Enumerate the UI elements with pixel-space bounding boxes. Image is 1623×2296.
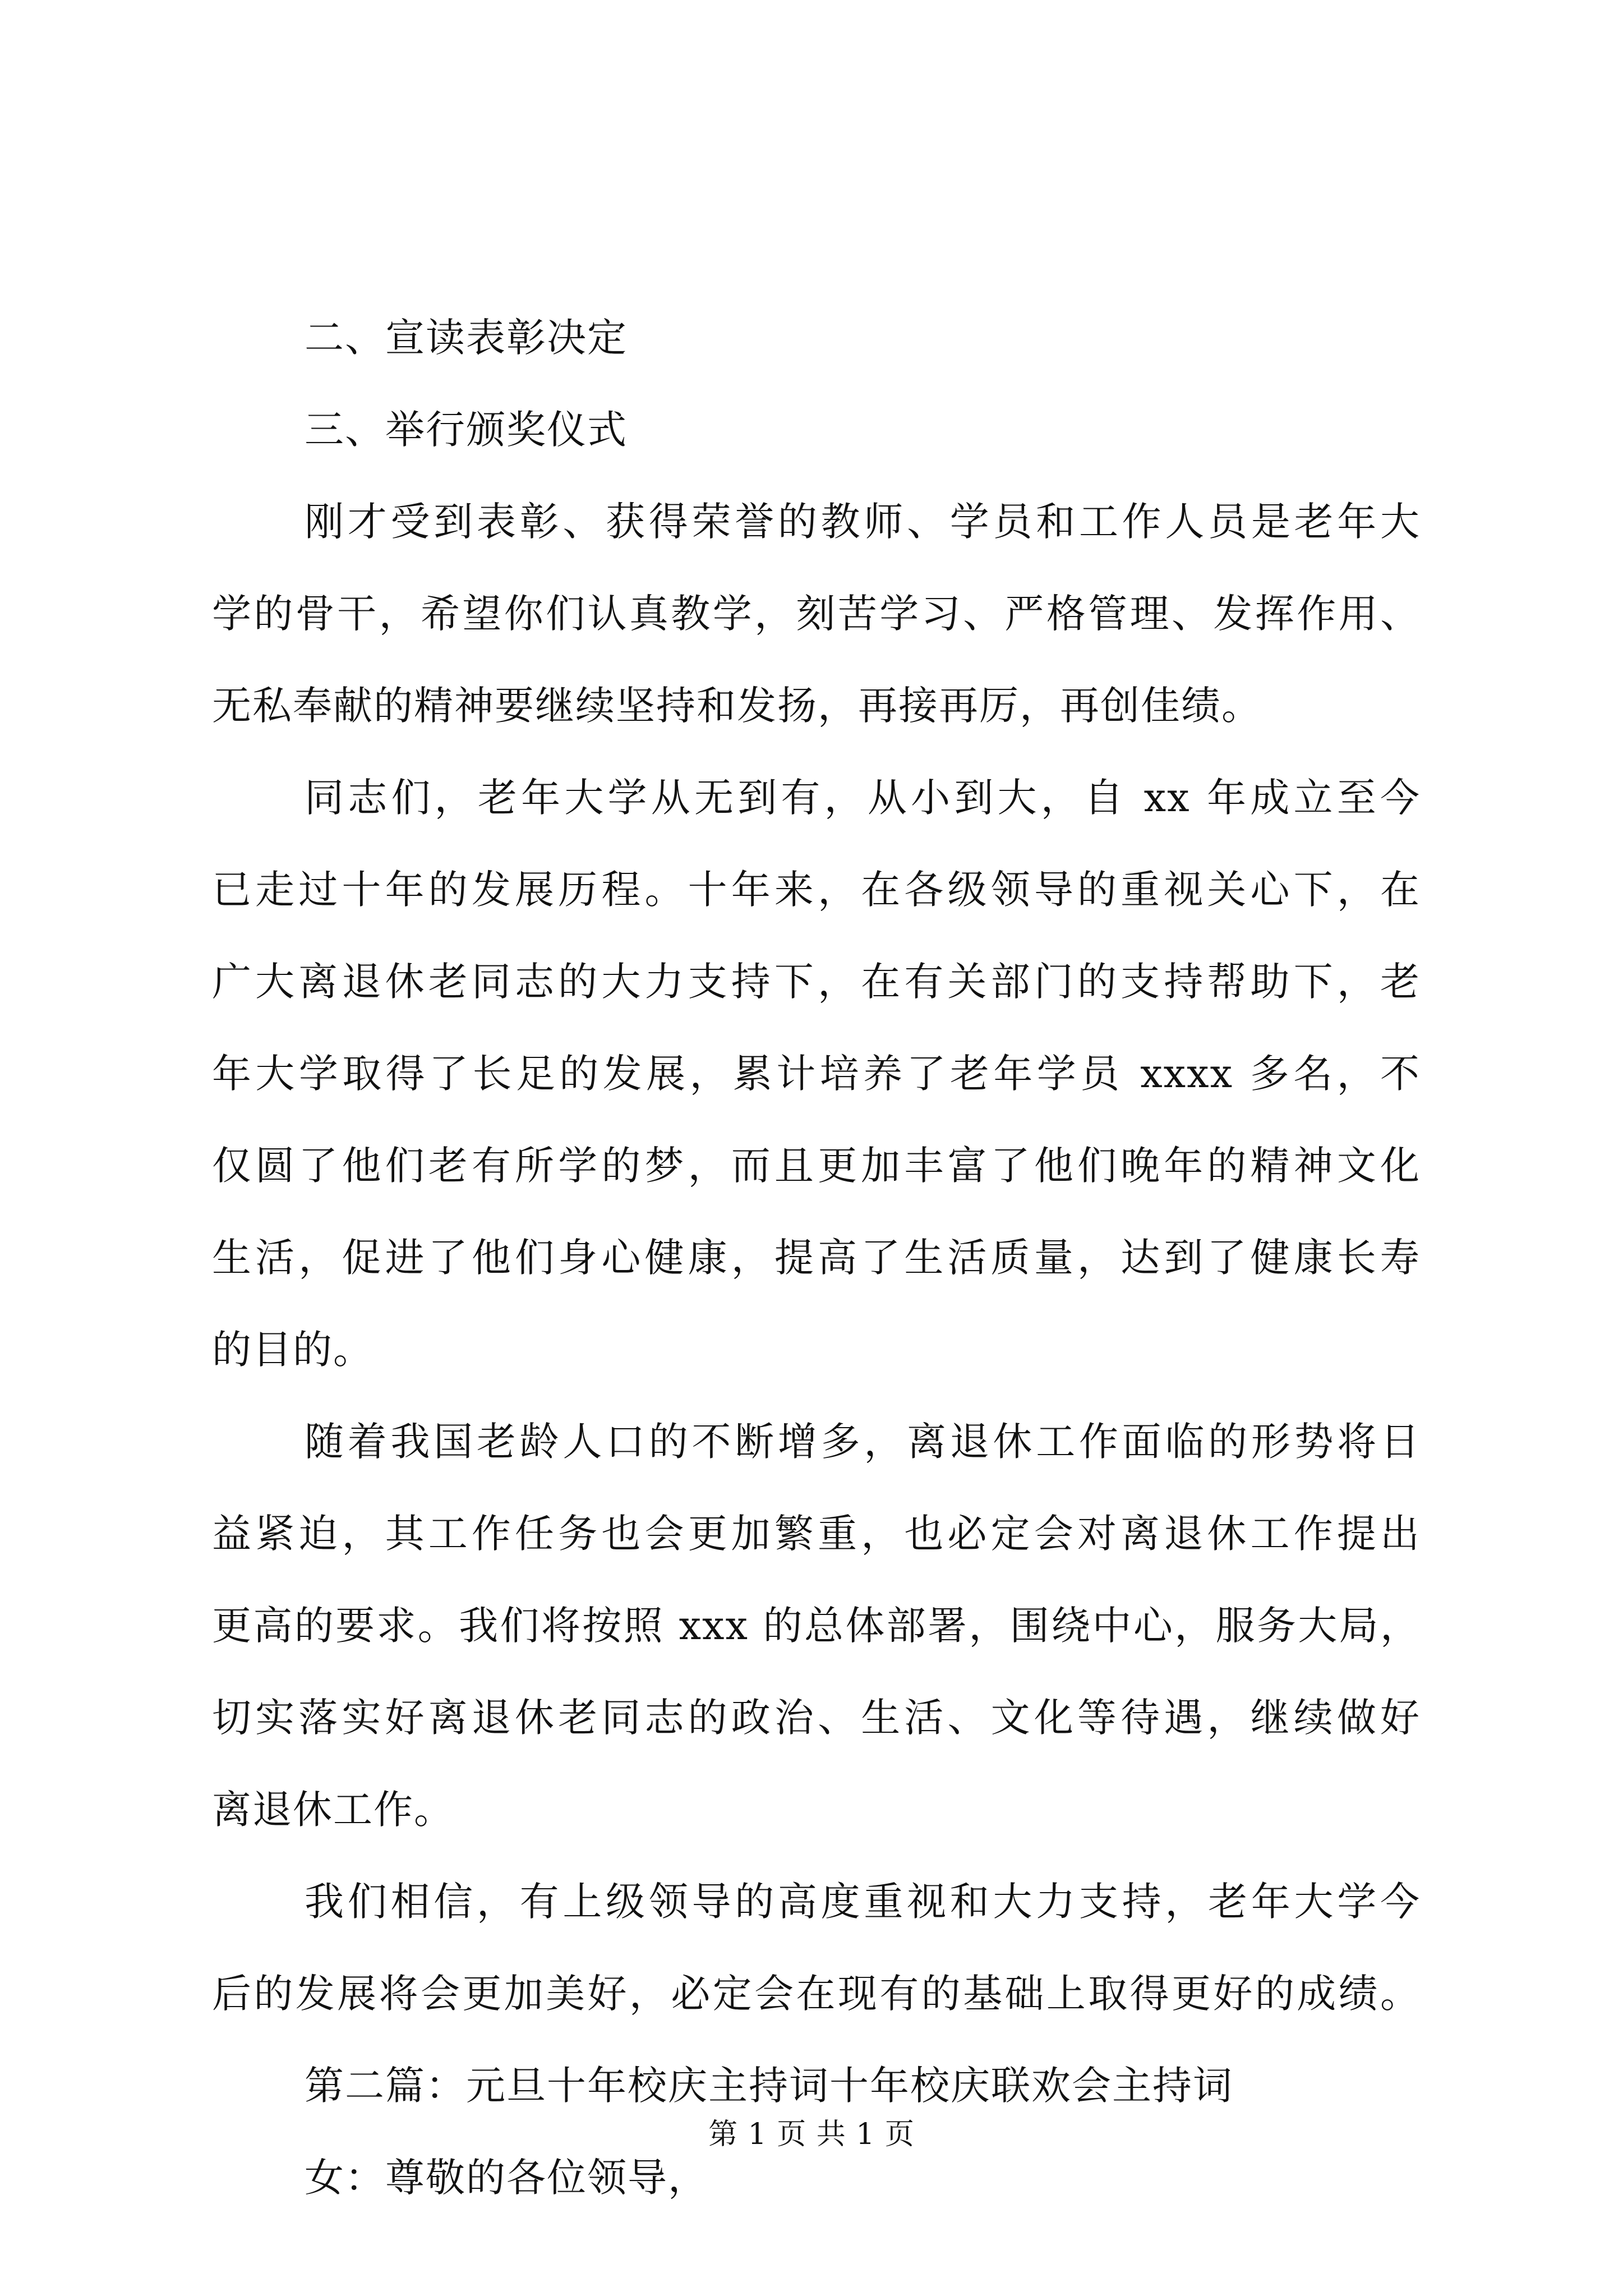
paragraph-2-line-3: 广大离退休老同志的大力支持下，在有关部门的支持帮助下，老 <box>212 959 1421 1005</box>
paragraph-2-line-6: 生活，促进了他们身心健康，提高了生活质量，达到了健康长寿 <box>212 1235 1421 1281</box>
section-heading-2: 二、宣读表彰决定 <box>305 315 628 361</box>
paragraph-3-line-5: 离退休工作。 <box>212 1787 454 1833</box>
page-footer: 第 1 页 共 1 页 <box>708 2118 915 2151</box>
paragraph-2-line-2: 已走过十年的发展历程。十年来，在各级领导的重视关心下，在 <box>212 867 1421 913</box>
paragraph-2-line-1: 同志们，老年大学从无到有，从小到大，自 xx 年成立至今 <box>305 775 1421 821</box>
paragraph-2-line-4: 年大学取得了长足的发展，累计培养了老年学员 xxxx 多名，不 <box>212 1051 1421 1097</box>
paragraph-2-line-5: 仅圆了他们老有所学的梦，而且更加丰富了他们晚年的精神文化 <box>212 1143 1421 1189</box>
paragraph-3-line-1: 随着我国老龄人口的不断增多，离退休工作面临的形势将日 <box>305 1419 1421 1465</box>
paragraph-1-line-3: 无私奉献的精神要继续坚持和发扬，再接再厉，再创佳绩。 <box>212 683 1262 729</box>
chapter-title: 第二篇：元旦十年校庆主持词十年校庆联欢会主持词 <box>305 2063 1233 2109</box>
document-body <box>212 292 1421 2224</box>
paragraph-1-line-1: 刚才受到表彰、获得荣誉的教师、学员和工作人员是老年大 <box>305 499 1421 545</box>
section-heading-3: 三、举行颁奖仪式 <box>305 407 628 453</box>
paragraph-2-line-7: 的目的。 <box>212 1327 374 1373</box>
paragraph-3-line-2: 益紧迫，其工作任务也会更加繁重，也必定会对离退休工作提出 <box>212 1511 1421 1557</box>
paragraph-4-line-2: 后的发展将会更加美好，必定会在现有的基础上取得更好的成绩。 <box>212 1971 1421 2017</box>
paragraph-4-line-1: 我们相信，有上级领导的高度重视和大力支持，老年大学今 <box>305 1879 1421 1925</box>
paragraph-3-line-3: 更高的要求。我们将按照 xxx 的总体部署，围绕中心，服务大局， <box>212 1603 1421 1649</box>
host-opening-line: 女：尊敬的各位领导， <box>305 2155 708 2201</box>
paragraph-3-line-4: 切实落实好离退休老同志的政治、生活、文化等待遇，继续做好 <box>212 1695 1421 1741</box>
paragraph-1-line-2: 学的骨干，希望你们认真教学，刻苦学习、严格管理、发挥作用、 <box>212 591 1421 637</box>
